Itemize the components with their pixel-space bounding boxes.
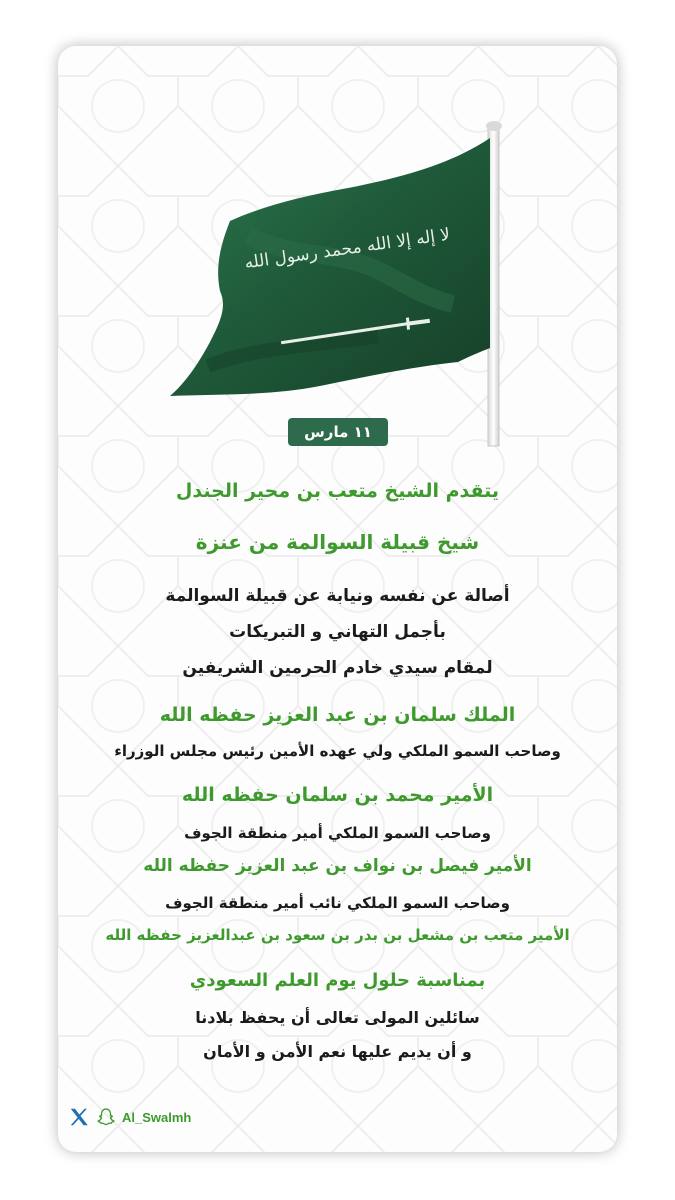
x-icon[interactable] — [68, 1106, 90, 1128]
shahada-text: لا إله إلا الله محمد رسول الله — [243, 224, 452, 274]
heading-line-2: شيخ قبيلة السوالمة من عنزة — [195, 530, 480, 554]
body-line-11: بمناسبة حلول يوم العلم السعودي — [189, 970, 486, 991]
body-line-7: وصاحب السمو الملكي أمير منطقة الجوف — [184, 824, 491, 842]
snapchat-icon[interactable] — [96, 1106, 116, 1128]
body-line-13: و أن يديم عليها نعم الأمن و الأمان — [203, 1042, 472, 1061]
body-line-3: لمقام سيدي خادم الحرمين الشريفين — [182, 658, 493, 678]
greeting-card — [58, 46, 617, 1152]
body-line-12: سائلين المولى تعالى أن يحفظ بلادنا — [195, 1008, 480, 1027]
body-line-8: الأمير فيصل بن نواف بن عبد العزيز حفظه الله — [143, 856, 532, 876]
body-line-1: أصالة عن نفسه ونيابة عن قبيلة السوالمة — [165, 586, 510, 606]
body-line-5: وصاحب السمو الملكي ولي عهده الأمين رئيس مجلس الوزراء — [114, 742, 561, 760]
social-footer — [68, 1102, 191, 1132]
date-badge: ١١ مارس — [288, 418, 388, 446]
body-line-2: بأجمل التهاني و التبريكات — [229, 622, 446, 642]
body-line-6: الأمير محمد بن سلمان حفظه الله — [181, 784, 494, 806]
body-line-4: الملك سلمان بن عبد العزيز حفظه الله — [159, 704, 516, 726]
heading-line-1: يتقدم الشيخ متعب بن محير الجندل — [175, 480, 500, 502]
body-line-9: وصاحب السمو الملكي نائب أمير منطقة الجوف — [165, 894, 510, 912]
body-line-10: الأمير متعب بن مشعل بن بدر بن سعود بن عبدالعزيز حفظه الله — [105, 926, 570, 944]
social-handle[interactable]: Al_Swalmh — [122, 1109, 192, 1125]
